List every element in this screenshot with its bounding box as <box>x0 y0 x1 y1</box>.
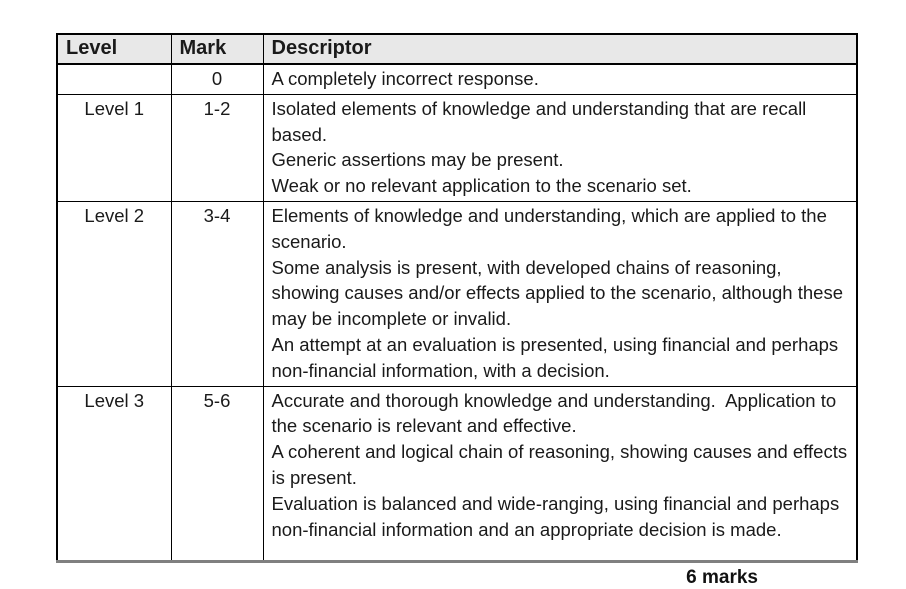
descriptor-paragraph: Elements of knowledge and understanding, which are applied to the scenario. <box>271 204 833 252</box>
level-cell: Level 2 <box>57 201 171 386</box>
header-descriptor: Descriptor <box>263 34 857 64</box>
mark-cell: 0 <box>171 64 263 94</box>
header-mark: Mark <box>171 34 263 64</box>
table-row-mark0 <box>57 64 857 94</box>
descriptor-paragraph: A completely incorrect response. <box>271 68 539 89</box>
descriptor-paragraph: Isolated elements of knowledge and understanding that are recall based. <box>271 97 812 145</box>
header-level: Level <box>57 34 171 64</box>
document-page <box>56 33 856 589</box>
mark-cell: 3-4 <box>171 201 263 386</box>
table-row-level3 <box>57 386 857 561</box>
descriptor-paragraph: Accurate and thorough knowledge and understanding. Application to the scenario is relevant and effective. <box>271 389 842 437</box>
table-row-level2 <box>57 201 857 386</box>
descriptor-paragraph: A coherent and logical chain of reasoning, showing causes and effects is present. <box>271 441 853 488</box>
descriptor-paragraph: Evaluation is balanced and wide-ranging, using financial and perhaps non-financial information and an appropriate decision is made. <box>271 492 845 540</box>
descriptor-cell <box>263 201 857 386</box>
descriptor-paragraph: Generic assertions may be present. <box>271 149 564 171</box>
level-cell <box>57 64 171 94</box>
descriptor-paragraph: Some analysis is present, with developed chains of reasoning, showing causes and/or effects applied to the scenario, although these may be incomplete or invalid. <box>271 256 849 330</box>
level-cell: Level 3 <box>57 386 171 561</box>
marks-total: 6 marks <box>686 566 758 588</box>
descriptor-cell <box>263 64 857 94</box>
table-row-level1 <box>57 94 857 201</box>
descriptor-cell <box>263 386 857 561</box>
mark-cell: 5-6 <box>171 386 263 561</box>
table-body <box>57 64 857 561</box>
mark-scheme-table <box>56 33 858 563</box>
mark-cell: 1-2 <box>171 94 263 201</box>
descriptor-paragraph: Weak or no relevant application to the scenario set. <box>271 175 692 197</box>
descriptor-paragraph: An attempt at an evaluation is presented, using financial and perhaps non-financial information, with a decision. <box>271 333 844 381</box>
table-head <box>57 34 857 64</box>
table-header-row <box>57 34 857 64</box>
descriptor-cell <box>263 94 857 201</box>
level-cell: Level 1 <box>57 94 171 201</box>
